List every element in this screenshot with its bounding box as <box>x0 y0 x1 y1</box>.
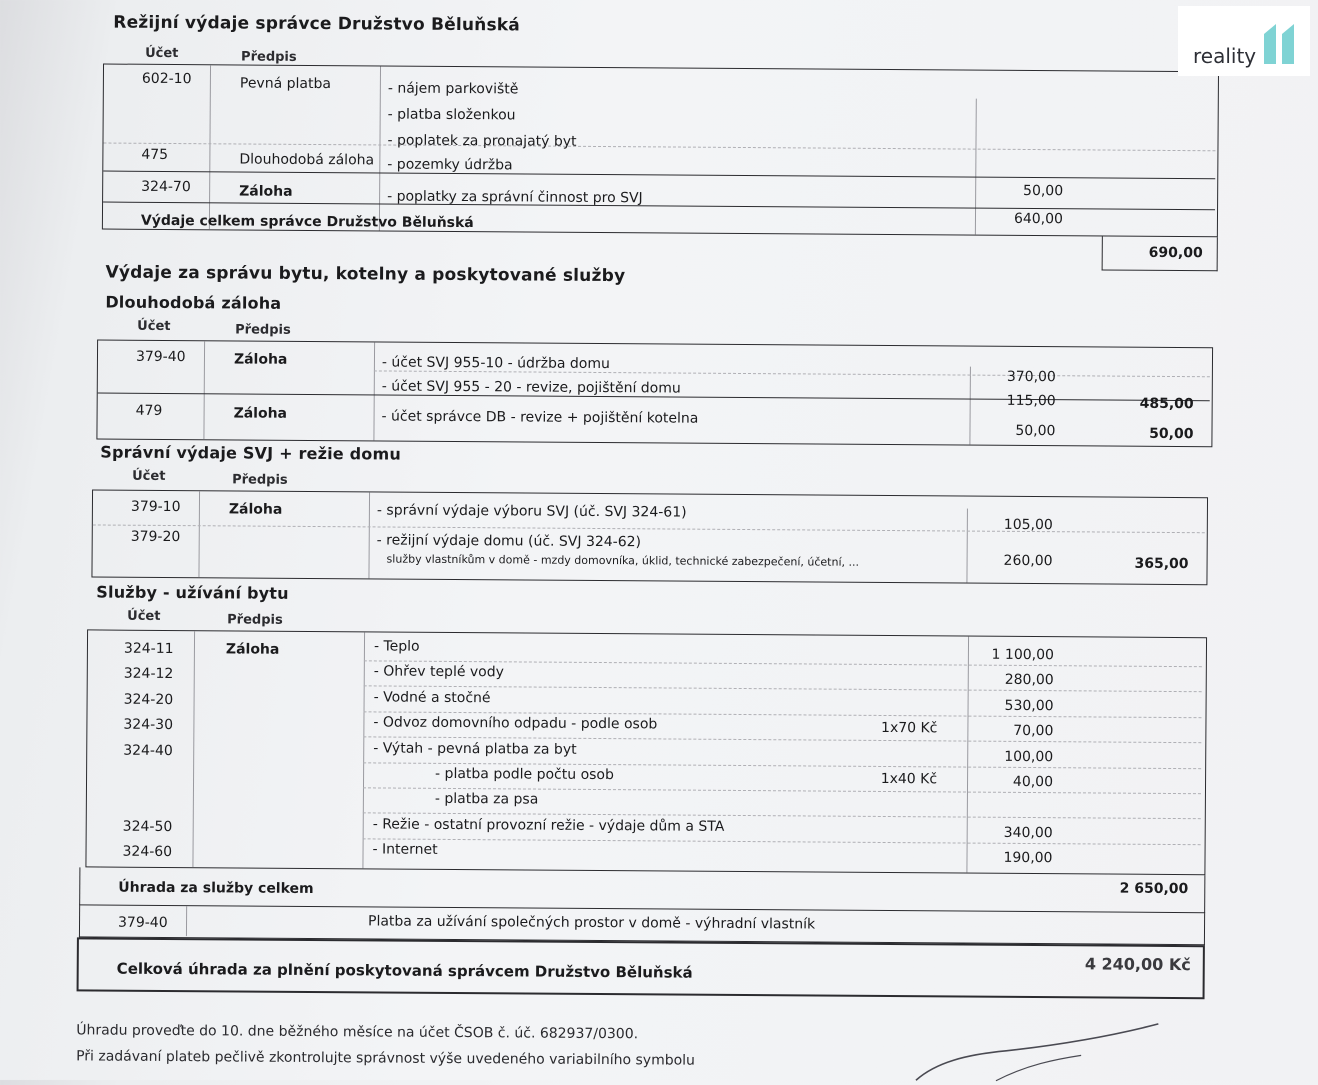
signature-mark <box>896 1014 1176 1084</box>
section1-table <box>102 64 1219 238</box>
logo-mark-icon <box>1262 20 1298 64</box>
col-ucet: Účet <box>145 46 178 61</box>
row-item: - pozemky údržba <box>387 157 512 174</box>
col-ucet: Účet <box>127 609 160 624</box>
row-qty: 1x70 Kč <box>867 720 937 736</box>
grand-total-label: Celková úhrada za plnění poskytovaná správcem Družstvo Běluňská <box>117 960 693 982</box>
sub3-rows <box>88 630 1206 638</box>
sub1-table <box>96 339 1213 447</box>
total-label: Výdaje celkem správce Družstvo Běluňská <box>141 213 474 231</box>
row-value: 70,00 <box>967 723 1053 740</box>
row-text: - účet SVJ 955-10 - údržba domu <box>382 354 610 372</box>
row-value: 640,00 <box>983 211 1063 228</box>
row-value: 260,00 <box>973 553 1053 570</box>
row-value: 115,00 <box>978 393 1056 410</box>
reality-logo <box>1178 6 1310 76</box>
col-predpis: Předpis <box>235 322 291 337</box>
row-predpis: Záloha <box>239 183 293 199</box>
row-text: - Ohřev teplé vody <box>374 664 504 681</box>
row-ucet: 379-40 <box>118 915 168 931</box>
row-value: 40,00 <box>967 774 1053 791</box>
row-value: 280,00 <box>968 672 1054 689</box>
section1-total-box <box>1102 236 1218 271</box>
row-value: 1 100,00 <box>968 647 1054 664</box>
row-text: - správní výdaje výboru SVJ (úč. SVJ 324-61) <box>377 502 687 520</box>
row-note: služby vlastníkům v domě - mzdy domovníka, úklid, technické zabezpečení, účetní, ... <box>387 553 860 569</box>
row-divider <box>363 838 1201 845</box>
row-ucet: 324-12 <box>124 666 174 682</box>
col-predpis: Předpis <box>241 49 297 64</box>
row-ucet: 379-40 <box>136 349 186 365</box>
row-item: - nájem parkoviště <box>388 81 519 98</box>
row-sum: 365,00 <box>1083 555 1189 572</box>
row-text: Platba za užívání společných prostor v domě - výhradní vlastník <box>368 913 815 932</box>
row-item: - poplatek za pronajatý byt <box>387 133 576 150</box>
footer-line-2: Při zadávaní plateb pečlivě zkontrolujte správnost výše uvedeného variabilního symbolu <box>76 1048 695 1068</box>
row-predpis: Záloha <box>234 405 288 421</box>
row-value: 530,00 <box>968 697 1054 714</box>
sub3-table <box>85 629 1207 875</box>
subsection-title: Dlouhodobá záloha <box>105 293 281 313</box>
row-text: - Internet <box>372 842 437 858</box>
col-ucet: Účet <box>132 469 165 484</box>
subsection-title: Služby - užívání bytu <box>96 582 288 602</box>
row-predpis: Záloha <box>229 501 283 517</box>
section-title: Výdaje za správu bytu, kotelny a poskytované služby <box>106 263 626 287</box>
row-qty: 1x40 Kč <box>867 771 937 787</box>
row-ucet: 379-10 <box>131 499 181 515</box>
row-ucet: 379-20 <box>131 529 181 545</box>
row-text: - Odvoz domovního odpadu - podle osob <box>373 715 657 733</box>
footer-line-1: Úhradu proveďte do 10. dne běžného měsíce na účet ČSOB č. úč. 682937/0300. <box>76 1022 638 1042</box>
col-predpis: Předpis <box>227 612 283 627</box>
row-ucet: 324-20 <box>124 691 174 707</box>
sub2-table <box>91 489 1208 585</box>
row-predpis: Dlouhodobá záloha <box>239 151 374 168</box>
row-text: - Režie - ostatní provozní režie - výdaje dům a STA <box>373 816 725 834</box>
logo-text: reality <box>1193 44 1256 68</box>
total-value: 690,00 <box>1103 245 1203 262</box>
total-value: 2 650,00 <box>1070 880 1188 897</box>
row-text: - platba podle počtu osob <box>435 766 614 783</box>
row-ucet: 324-50 <box>123 818 173 834</box>
row-value: 50,00 <box>977 423 1055 440</box>
row-predpis: Záloha <box>226 641 280 657</box>
row-ucet: 324-40 <box>123 742 173 758</box>
col-predpis: Předpis <box>232 472 288 487</box>
row-sum: 50,00 <box>1087 425 1193 442</box>
row-ucet: 602-10 <box>142 71 192 87</box>
row-sum: 485,00 <box>1088 395 1194 412</box>
row-ucet: 324-60 <box>122 844 172 860</box>
row-value: 190,00 <box>966 850 1052 867</box>
col-ucet: Účet <box>137 319 170 334</box>
row-ucet: 324-11 <box>124 641 174 657</box>
row-ucet: 479 <box>136 403 163 419</box>
grand-total-value: 4 240,00 Kč <box>1029 954 1191 974</box>
row-text: - Vodné a stočné <box>374 689 491 706</box>
row-ucet: 324-30 <box>123 717 173 733</box>
row-item: - poplatky za správní činnost pro SVJ <box>387 189 643 207</box>
subsection-title: Správní výdaje SVJ + režie domu <box>100 443 401 464</box>
row-ucet: 324-70 <box>141 179 191 195</box>
total-label: Úhrada za služby celkem <box>118 880 313 897</box>
row-text: - účet SVJ 955 - 20 - revize, pojištění domu <box>382 378 681 396</box>
section-title: Režijní výdaje správce Družstvo Běluňská <box>113 13 520 36</box>
row-text: - Teplo <box>374 638 420 654</box>
row-predpis: Záloha <box>234 351 288 367</box>
row-ucet: 475 <box>141 147 168 163</box>
row-text: - Výtah - pevná platba za byt <box>373 740 576 757</box>
row-text: - účet správce DB - revize + pojištění kotelna <box>382 408 699 426</box>
row-text: - režijní výdaje domu (úč. SVJ 324-62) <box>377 532 641 550</box>
row-text: - platba za psa <box>435 791 539 808</box>
row-item: - platba složenkou <box>388 107 516 124</box>
row-value: 105,00 <box>973 517 1053 534</box>
row-value <box>967 799 1053 800</box>
row-value: 50,00 <box>983 183 1063 200</box>
row-value: 340,00 <box>967 824 1053 841</box>
grand-total-box <box>77 937 1205 999</box>
row-value: 100,00 <box>967 748 1053 765</box>
row-predpis: Pevná platba <box>240 75 331 92</box>
row-value: 370,00 <box>978 369 1056 386</box>
